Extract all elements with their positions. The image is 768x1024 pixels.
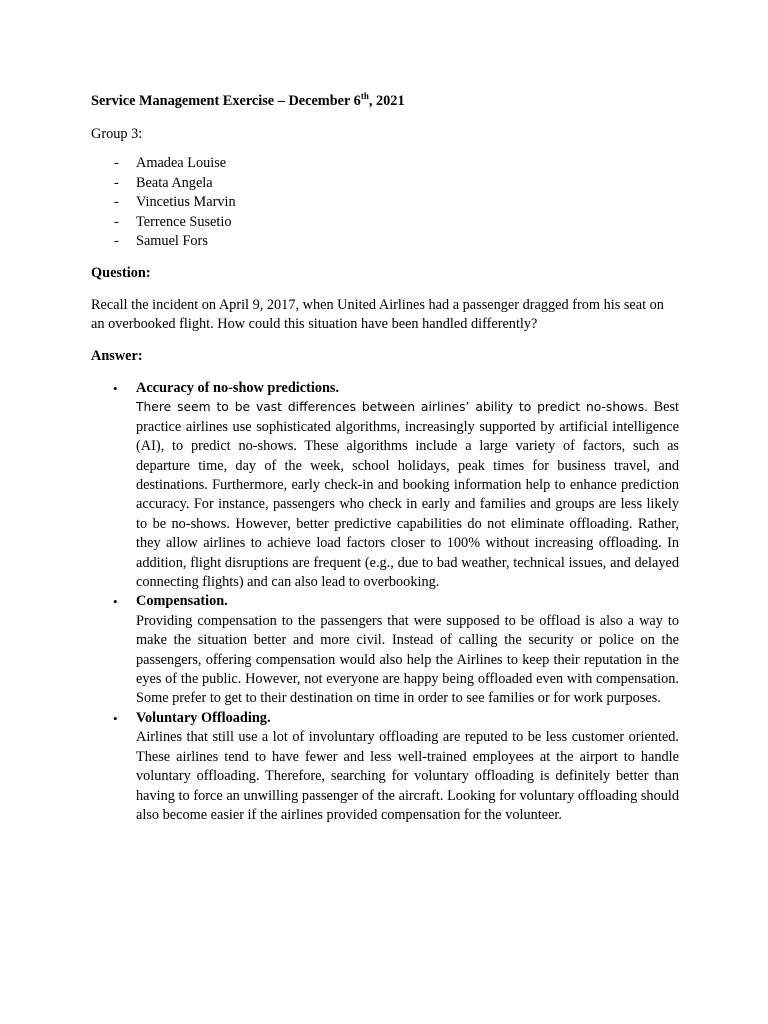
document-page: [91, 92, 679, 825]
list-dash: -: [114, 194, 119, 211]
group-label: Group 3:: [91, 126, 143, 142]
answer-item: [91, 379, 679, 592]
answer-text: Providing compensation to the passengers that were supposed to be offload is also a way to make the situation better and more civil. Instead of calling the security or police on the passengers, offering compensation would also help the Airlines to keep their reputation in the eyes of the public. However, not everyone are happy being offloaded even with compensation. Some prefer to get to their destination on time in order to see families or for work purposes.: [136, 612, 679, 707]
list-dash: -: [114, 155, 119, 172]
answer-item: [91, 709, 679, 825]
member-item: [91, 193, 679, 212]
bullet-icon: •: [113, 710, 118, 726]
answer-body: [136, 398, 679, 592]
answer-heading: Answer:: [91, 347, 143, 364]
question-text: Recall the incident on April 9, 2017, when United Airlines had a passenger dragged from his seat on an overbooked flight. How could this situation have been handled differently?: [91, 296, 664, 333]
answer-body: [136, 612, 679, 709]
member-name: Terrence Susetio: [136, 213, 232, 230]
member-item: [91, 174, 679, 193]
bullet-icon: •: [113, 380, 118, 396]
bullet-icon: •: [113, 594, 118, 610]
answer-title: Accuracy of no-show predictions.: [136, 379, 340, 396]
member-list: [91, 154, 679, 251]
answer-body: [136, 728, 679, 825]
member-name: Vincetius Marvin: [136, 194, 236, 211]
list-dash: -: [114, 213, 119, 230]
title-superscript: th: [360, 91, 369, 102]
answer-title: Compensation.: [136, 593, 228, 610]
answer-list: [91, 379, 679, 825]
member-item: [91, 154, 679, 173]
member-name: Amadea Louise: [136, 155, 227, 172]
title-year: , 2021: [368, 93, 405, 109]
question-heading: Question:: [91, 265, 151, 282]
list-dash: -: [114, 232, 119, 249]
member-name: Beata Angela: [136, 174, 213, 191]
answer-text: Airlines that still use a lot of involuntary offloading are reputed to be less customer oriented. These airlines tend to have fewer and less well-trained employees at the airport to handle voluntary offloading. Therefore, searching for voluntary offloading is definitely better than having to force an unwilling passenger of the aircraft. Looking for voluntary offloading should also become easier if the airlines provided compensation for the volunteer.: [136, 729, 679, 823]
answer-lead: There seem to be vast differences between airlines’ ability to predict no-shows.: [136, 400, 649, 415]
document-title: [91, 92, 679, 112]
member-item: [91, 213, 679, 232]
answer-item: [91, 592, 679, 708]
title-main: Service Management Exercise – December 6: [91, 93, 361, 109]
member-name: Samuel Fors: [136, 232, 208, 249]
member-item: [91, 232, 679, 251]
list-dash: -: [114, 174, 119, 191]
answer-text: Best practice airlines use sophisticated algorithms, increasingly supported by artificial intelligence (AI), to predict no-shows. These algorithms include a large variety of factors, such as departure time, day of the week, school holidays, peak times for business travel, and destinations. Furthermore, early check-in and booking information help to enhance prediction accuracy. For instance, passengers who check in early and families and groups are less likely to be no-shows. However, better predictive capabilities do not eliminate offloading. Rather, they allow airlines to achieve load factors closer to 100% without increasing offloading. In addition, flight disruptions are frequent (e.g., due to bad weather, technical issues, and delayed connecting flights) and can also lead to overbooking.: [136, 399, 679, 591]
answer-title: Voluntary Offloading.: [136, 709, 271, 726]
